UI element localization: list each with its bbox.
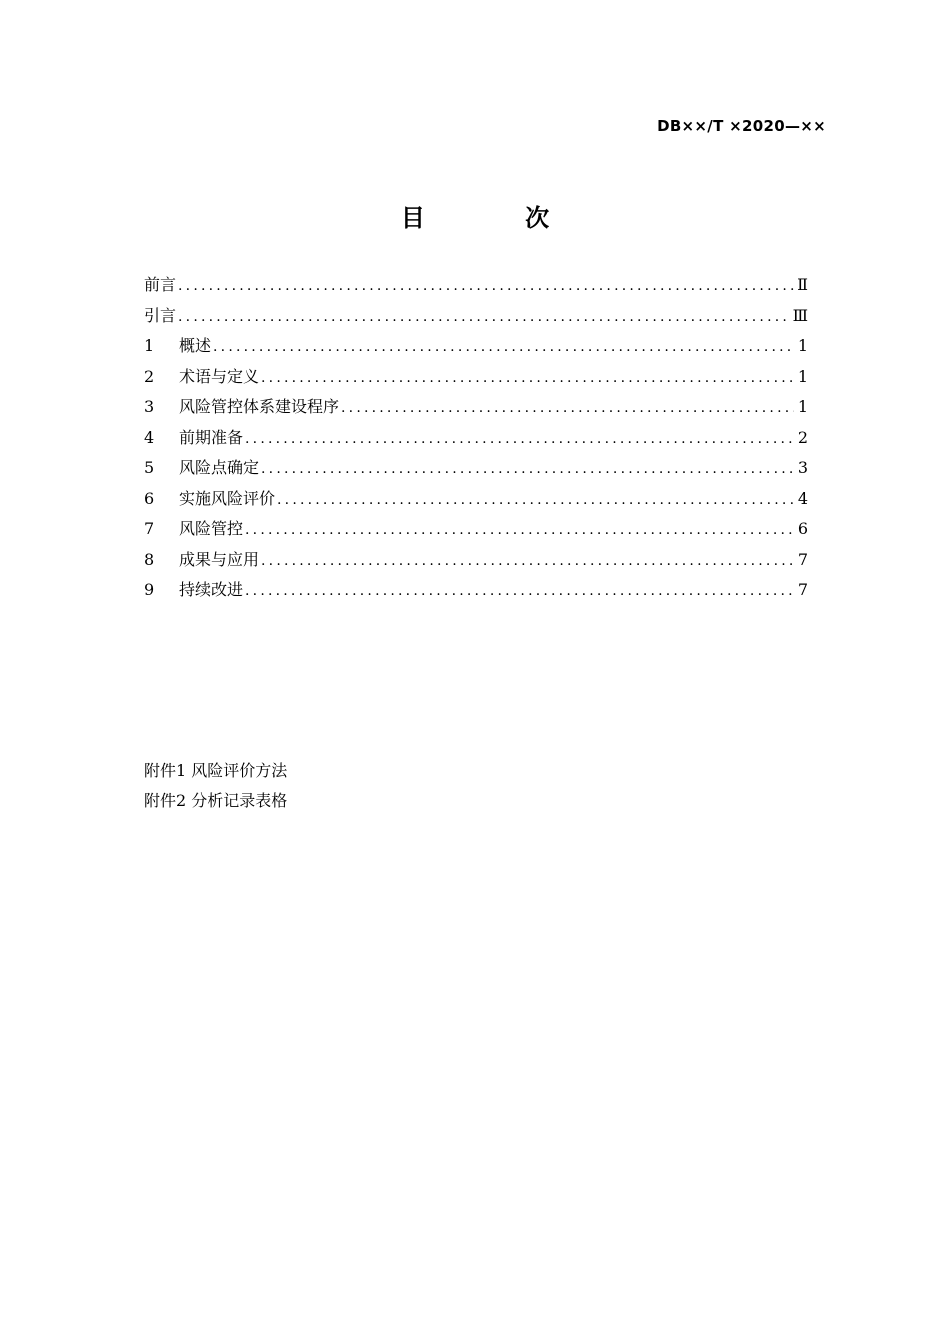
- toc-entry-page: 7: [797, 549, 808, 569]
- toc-entry-1[interactable]: [144, 331, 808, 362]
- toc-entry-number: 2: [144, 366, 155, 386]
- toc-leader-dots: [245, 515, 794, 546]
- toc-leader-dots: [245, 424, 794, 455]
- toc-title: 目 次: [400, 204, 596, 232]
- toc-entry-number: 1: [144, 336, 155, 355]
- toc-entry-page: 4: [797, 488, 808, 508]
- toc-entry-page: Ⅱ: [797, 275, 808, 294]
- toc-entry-introduction[interactable]: [144, 301, 808, 332]
- toc-leader-dots: [178, 302, 791, 333]
- toc-entry-page: Ⅲ: [792, 305, 808, 325]
- toc-entry-text: 术语与定义: [179, 366, 260, 386]
- toc-entry-page: 6: [797, 519, 808, 538]
- toc-entry-2[interactable]: [144, 362, 808, 393]
- toc-entry-7[interactable]: [144, 514, 808, 545]
- toc-entry-3[interactable]: [144, 392, 808, 423]
- toc-entry-text: 持续改进: [179, 580, 244, 599]
- toc-entry-5[interactable]: [144, 453, 808, 484]
- toc-entry-text: 风险管控: [179, 519, 244, 538]
- appendix-list: [144, 756, 287, 816]
- toc-entry-text: 风险点确定: [179, 458, 260, 477]
- toc-entry-number: 6: [144, 488, 155, 508]
- toc-leader-dots: [261, 546, 794, 577]
- toc-entry-number: 3: [144, 397, 155, 416]
- toc-leader-dots: [261, 454, 794, 485]
- appendix-item-2[interactable]: 附件2 分析记录表格: [144, 791, 288, 810]
- toc-entry-page: 1: [797, 397, 808, 416]
- toc-leader-dots: [213, 332, 794, 363]
- toc-entry-page: 7: [797, 580, 808, 599]
- toc-leader-dots: [277, 485, 794, 516]
- toc-entry-preface[interactable]: [144, 270, 808, 301]
- toc-entry-text: 概述: [179, 336, 212, 355]
- toc-entry-text: 前言: [144, 275, 177, 294]
- toc-entry-page: 2: [797, 427, 808, 447]
- appendix-item-1[interactable]: 附件1 风险评价方法: [144, 761, 288, 780]
- toc-entry-8[interactable]: [144, 545, 808, 576]
- toc-list: [144, 270, 808, 606]
- toc-entry-text: 前期准备: [179, 427, 244, 447]
- toc-entry-9[interactable]: [144, 575, 808, 606]
- toc-leader-dots: [261, 363, 794, 394]
- toc-entry-text: 风险管控体系建设程序: [179, 397, 340, 416]
- toc-entry-page: 3: [797, 458, 808, 477]
- toc-entry-number: 9: [144, 580, 155, 599]
- toc-entry-6[interactable]: [144, 484, 808, 515]
- document-code: DB××/T ×2020—××: [657, 117, 826, 135]
- toc-entry-number: 7: [144, 519, 155, 538]
- toc-entry-number: 5: [144, 458, 155, 477]
- toc-entry-text: 引言: [144, 305, 177, 325]
- toc-leader-dots: [178, 271, 794, 302]
- toc-entry-number: 8: [144, 549, 155, 569]
- toc-entry-page: 1: [797, 366, 808, 386]
- toc-leader-dots: [341, 393, 794, 424]
- toc-entry-4[interactable]: [144, 423, 808, 454]
- toc-entry-text: 实施风险评价: [179, 488, 276, 508]
- toc-entry-page: 1: [797, 336, 808, 355]
- toc-entry-text: 成果与应用: [179, 549, 260, 569]
- toc-entry-number: 4: [144, 427, 155, 447]
- toc-leader-dots: [245, 576, 794, 607]
